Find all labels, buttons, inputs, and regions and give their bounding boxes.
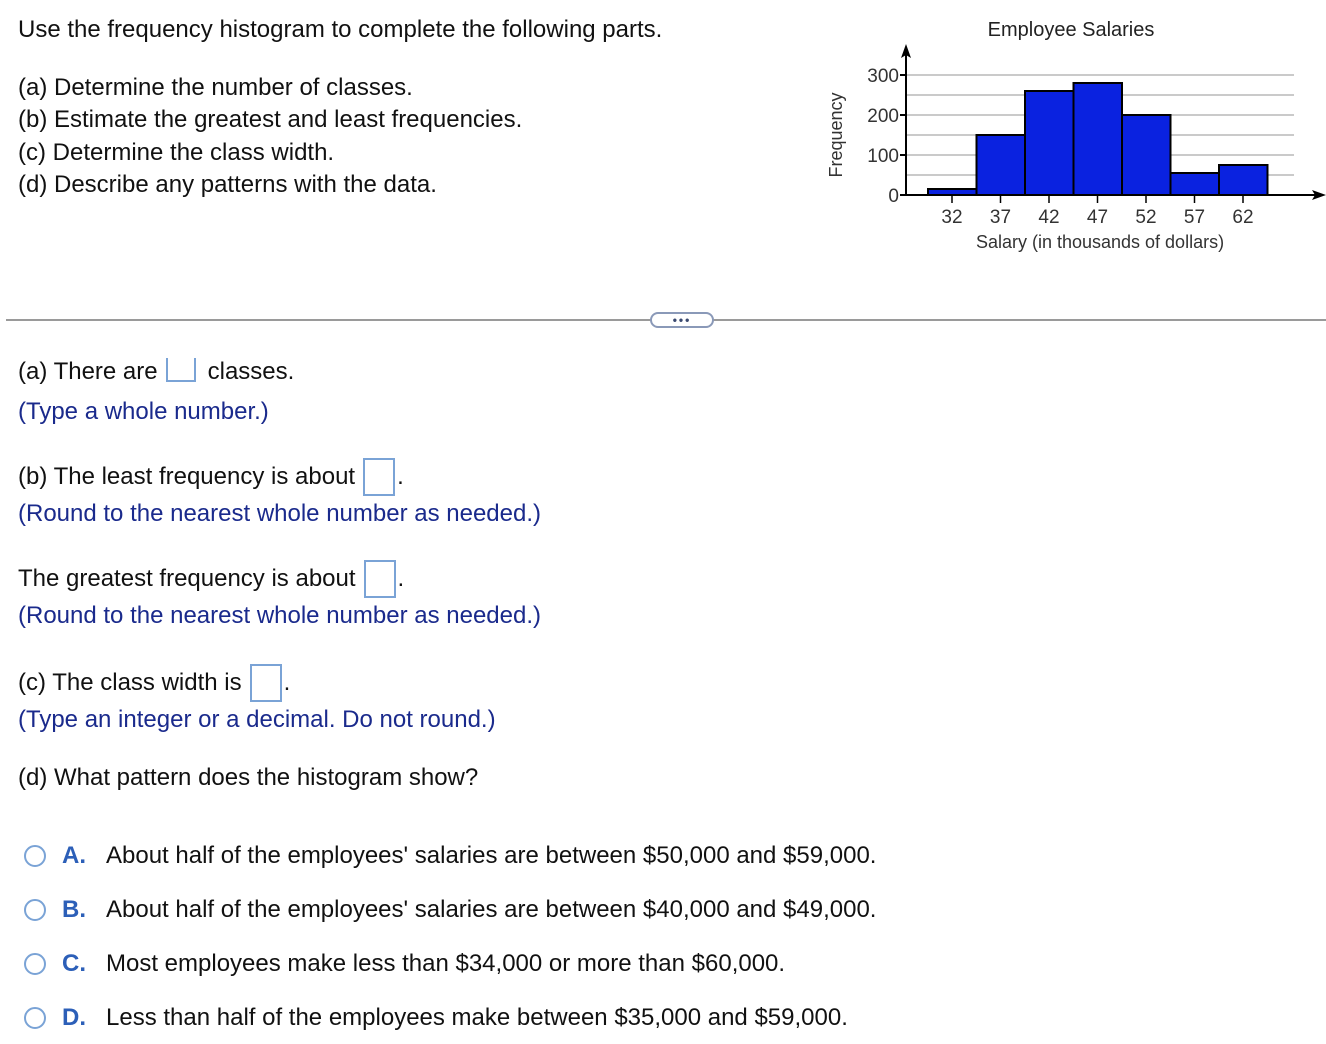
option-c-text: Most employees make less than $34,000 or more than $60,000. [106, 950, 786, 977]
histogram-bar [1025, 91, 1074, 195]
answer-c-prefix: (c) The class width is [18, 669, 242, 696]
x-tick-label: 47 [1086, 207, 1109, 228]
x-tick-label: 52 [1135, 207, 1157, 228]
part-b-text: (b) Estimate the greatest and least frequencies. [18, 106, 523, 133]
greatest-frequency-input[interactable] [364, 560, 396, 598]
part-d-text: (d) Describe any patterns with the data. [18, 171, 437, 198]
answer-b-least-row [18, 458, 404, 496]
y-tick-label: 100 [867, 146, 899, 167]
option-b[interactable] [24, 894, 876, 926]
histogram-bar [1074, 83, 1123, 195]
option-c[interactable] [24, 948, 785, 980]
part-a-text: (a) Determine the number of classes. [18, 74, 413, 101]
option-a-text: About half of the employees' salaries are between $50,000 and $59,000. [106, 842, 877, 869]
x-axis-label: Salary (in thousands of dollars) [975, 232, 1225, 252]
option-b-radio[interactable] [24, 899, 46, 921]
y-tick-label: 300 [867, 66, 899, 87]
answer-c-hint: (Type an integer or a decimal. Do not round.) [18, 706, 496, 733]
x-tick-label: 57 [1183, 207, 1206, 228]
option-b-text: About half of the employees' salaries are between $40,000 and $49,000. [106, 896, 877, 923]
answer-b-least-hint: (Round to the nearest whole number as needed.) [18, 500, 541, 527]
y-tick-label: 200 [867, 106, 899, 127]
option-a[interactable] [24, 840, 876, 872]
histogram-bar [977, 135, 1026, 195]
option-d-clip [24, 1000, 1024, 1030]
classes-count-input[interactable] [166, 358, 196, 382]
option-d-text: Less than half of the employees make between $35,000 and $59,000. [106, 1004, 848, 1030]
answer-b-greatest-hint: (Round to the nearest whole number as needed.) [18, 602, 541, 629]
answer-b-greatest-suffix: . [397, 565, 405, 592]
x-tick-label: 62 [1232, 207, 1254, 228]
answer-b-greatest-prefix: The greatest frequency is about [18, 565, 356, 592]
answer-c-suffix: . [283, 669, 291, 696]
histogram-bar [1171, 173, 1220, 195]
answer-b-least-suffix: . [397, 463, 404, 490]
option-a-radio[interactable] [24, 845, 46, 867]
answer-c-row [18, 664, 290, 702]
answer-b-greatest-row [18, 560, 404, 598]
option-a-letter: A. [62, 842, 86, 869]
x-tick-label: 32 [941, 207, 963, 228]
histogram-bar [1122, 115, 1171, 195]
option-d-letter: D. [62, 1004, 86, 1030]
answer-b-least-prefix: (b) The least frequency is about [18, 463, 356, 490]
y-axis-label: Frequency [826, 92, 846, 178]
x-tick-label: 37 [989, 207, 1012, 228]
option-c-radio[interactable] [24, 953, 46, 975]
answer-a-row [18, 356, 294, 388]
y-tick-label: 0 [888, 186, 899, 207]
class-width-input[interactable] [250, 664, 282, 702]
chart-title: Employee Salaries [987, 19, 1155, 41]
option-c-letter: C. [62, 950, 86, 977]
least-frequency-input[interactable] [363, 458, 395, 496]
histogram-bar [1219, 165, 1268, 195]
answer-d-question: (d) What pattern does the histogram show? [18, 764, 479, 791]
x-tick-label: 42 [1038, 207, 1060, 228]
answer-a-hint: (Type a whole number.) [18, 398, 269, 425]
option-b-letter: B. [62, 896, 86, 923]
more-dots-label: ••• [672, 313, 692, 327]
answer-a-prefix: (a) There are [18, 358, 158, 385]
histogram-svg [800, 0, 1326, 270]
histogram-chart [800, 0, 1326, 270]
option-d[interactable] [24, 1002, 848, 1030]
part-c-text: (c) Determine the class width. [18, 139, 335, 166]
instruction-text: Use the frequency histogram to complete the following parts. [18, 16, 663, 43]
expand-more-button[interactable] [650, 312, 714, 328]
answer-a-suffix: classes. [207, 358, 295, 385]
option-d-radio[interactable] [24, 1007, 46, 1029]
